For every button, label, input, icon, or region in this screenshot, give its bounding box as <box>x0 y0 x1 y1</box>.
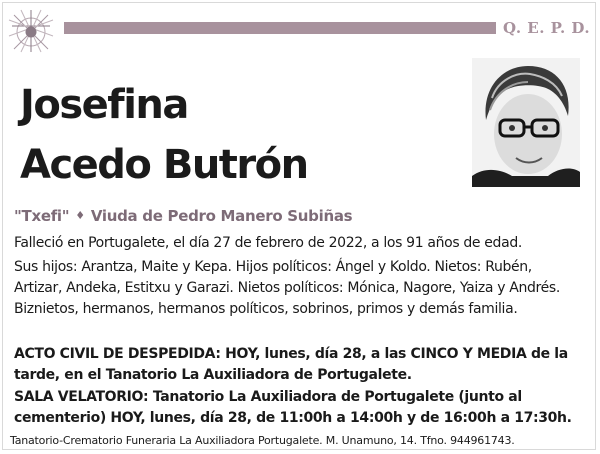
family-list: Sus hijos: Arantza, Maite y Kepa. Hijos políticos: Ángel y Koldo. Nietos: Rubén, Artizar, Andeka, Estitxu y Garazi. Nietos políticos: Mónica, Nagore, Yaiza y Andrés. Biznietos, hermanos, hermanos políticos, sobrinos, primos y demás familia. <box>14 259 560 317</box>
portrait-photo <box>472 58 580 187</box>
qepd-label: Q. E. P. D. <box>503 19 591 37</box>
nickname: "Txefi" <box>14 207 70 225</box>
deceased-surnames: Acedo Butrón <box>20 142 308 188</box>
wake-notice: SALA VELATORIO: Tanatorio La Auxiliadora de Portugalete (junto al cementerio) HOY, lunes, día 28, de 11:00h a 14:00h y de 16:00h a 17:30h. <box>14 389 572 426</box>
ceremony-notice: ACTO CIVIL DE DESPEDIDA: HOY, lunes, día 28, a las CINCO Y MEDIA de la tarde, en el Tanatorio La Auxiliadora de Portugalete. <box>14 346 568 383</box>
cross-emblem-icon <box>4 6 58 54</box>
deceased-first-name: Josefina <box>20 82 188 128</box>
header-bar <box>64 22 496 34</box>
widow-of: Viuda de Pedro Manero Subiñas <box>90 207 353 225</box>
funeral-home-footer: Tanatorio-Crematorio Funeraria La Auxiliadora Portugalete. M. Unamuno, 14. Tfno. 944961743. <box>10 434 515 447</box>
diamond-separator-icon: ♦ <box>75 209 85 222</box>
death-notice: Falleció en Portugalete, el día 27 de febrero de 2022, a los 91 años de edad. <box>14 235 522 251</box>
subtitle <box>14 207 352 225</box>
